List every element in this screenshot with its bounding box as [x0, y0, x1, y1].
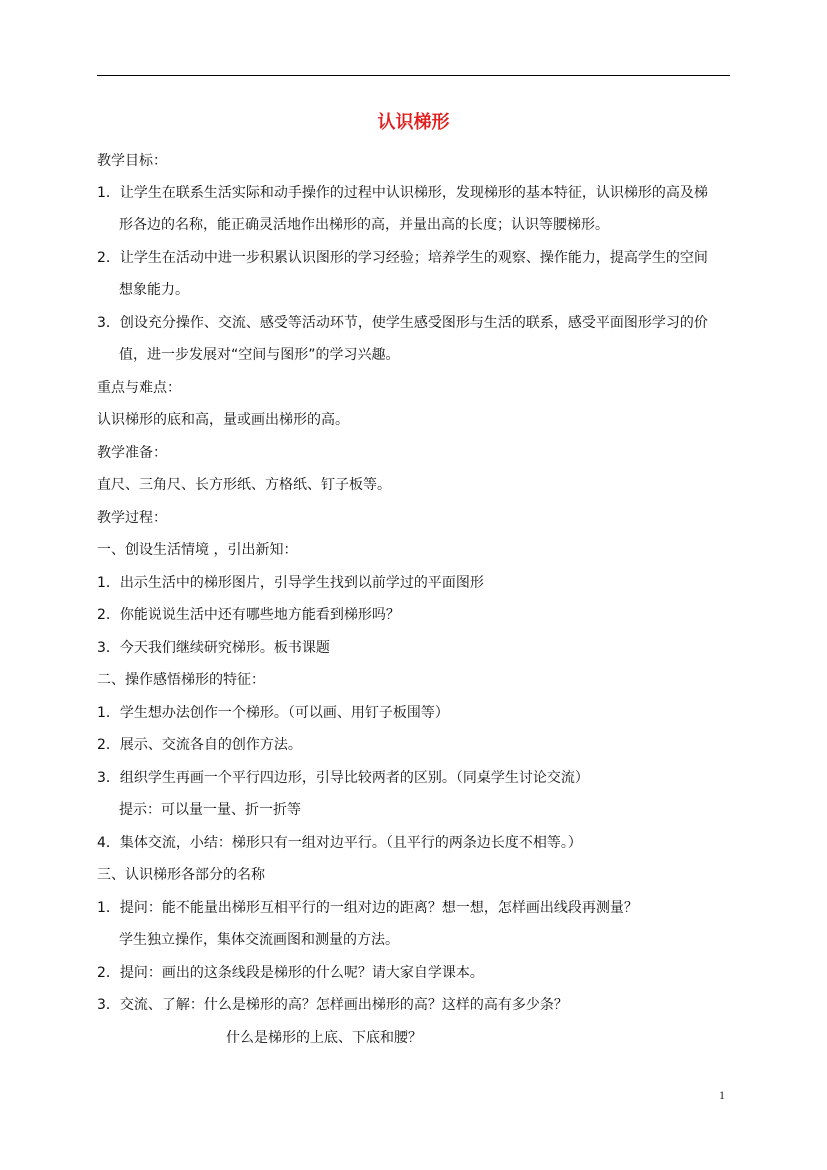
- text-line: 3．创设充分操作、交流、感受等活动环节，使学生感受图形与生活的联系，感受平面图形学习的价: [97, 315, 708, 331]
- text-line: 值，进一步发展对“空间与图形”的学习兴趣。: [119, 347, 400, 363]
- text-line: 学生独立操作，集体交流画图和测量的方法。: [119, 932, 399, 948]
- text-line: 2．提问：画出的这条线段是梯形的什么呢？请大家自学课本。: [97, 965, 484, 981]
- text-line: 2．你能说说生活中还有哪些地方能看到梯形吗？: [97, 607, 400, 623]
- text-line: 1．出示生活中的梯形图片，引导学生找到以前学过的平面图形: [97, 575, 484, 591]
- text-line: 3．组织学生再画一个平行四边形，引导比较两者的区别。（同桌学生讨论交流）: [97, 770, 589, 786]
- text-line: 什么是梯形的上底、下底和腰？: [226, 1030, 422, 1046]
- text-line: 2．展示、交流各自的创作方法。: [97, 737, 302, 753]
- text-line: 三、认识梯形各部分的名称: [97, 867, 265, 883]
- page-number: 1: [719, 1088, 725, 1102]
- text-line: 二、操作感悟梯形的特征：: [97, 672, 265, 688]
- text-line: 1．学生想办法创作一个梯形。（可以画、用钉子板围等）: [97, 705, 449, 721]
- text-line: 2．让学生在活动中进一步积累认识图形的学习经验；培养学生的观察、操作能力，提高学生的空间: [97, 250, 708, 266]
- text-line: 1．让学生在联系生活实际和动手操作的过程中认识梯形，发现梯形的基本特征，认识梯形的高及梯: [97, 185, 708, 201]
- text-line: 3．今天我们继续研究梯形。板书课题: [97, 640, 330, 656]
- text-line: 直尺、三角尺、长方形纸、方格纸、钉子板等。: [97, 477, 391, 493]
- header-rule: [97, 75, 730, 76]
- text-line: 1．提问：能不能量出梯形互相平行的一组对边的距离？想一想，怎样画出线段再测量？: [97, 900, 638, 916]
- text-line: 认识梯形的底和高，量或画出梯形的高。: [97, 412, 349, 428]
- text-line: 3．交流、了解：什么是梯形的高？怎样画出梯形的高？这样的高有多少条？: [97, 997, 568, 1013]
- document-title: 认识梯形: [377, 112, 450, 133]
- text-line: 想象能力。: [119, 282, 189, 298]
- text-line: 教学目标：: [97, 153, 167, 169]
- text-line: 教学准备：: [97, 445, 167, 461]
- text-line: 形各边的名称，能正确灵活地作出梯形的高，并量出高的长度；认识等腰梯形。: [119, 217, 609, 233]
- text-line: 重点与难点：: [97, 380, 181, 396]
- text-line: 教学过程：: [97, 510, 167, 526]
- text-line: 一、创设生活情境 ，引出新知：: [97, 542, 298, 558]
- text-line: 4．集体交流，小结：梯形只有一组对边平行。（且平行的两条边长度不相等。）: [97, 835, 582, 851]
- text-line: 提示：可以量一量、折一折等: [119, 802, 301, 818]
